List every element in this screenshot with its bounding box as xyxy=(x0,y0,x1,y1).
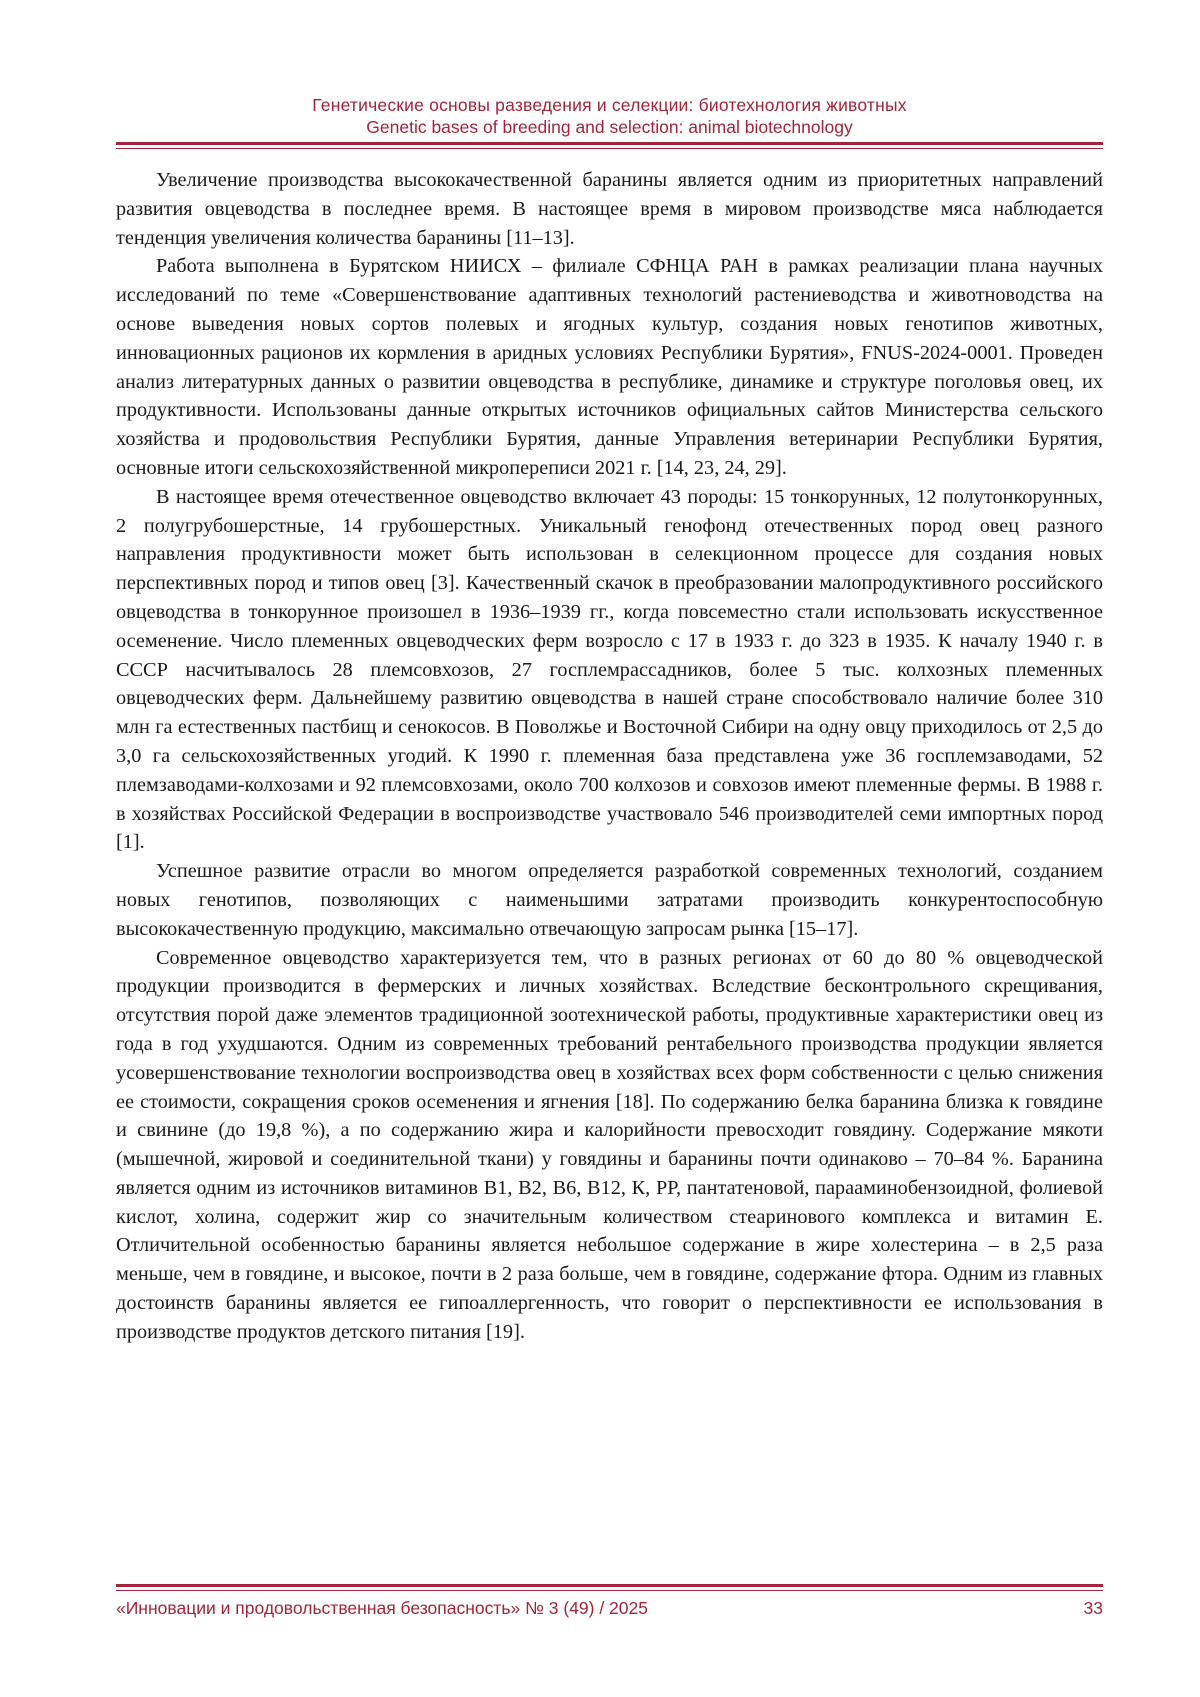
running-header xyxy=(116,94,1103,138)
footer-rule-thick xyxy=(116,1584,1103,1587)
page-number: 33 xyxy=(1083,1598,1103,1618)
header-rule-thick xyxy=(116,142,1103,145)
article-body xyxy=(116,166,1103,1347)
header-rule-thin xyxy=(116,148,1103,149)
paragraph-1: Увеличение производства высококачественной баранины является одним из приоритетных направлений развития овцеводства в последнее время. В настоящее время в мировом производстве мяса наблюдается тенденция увеличения количества баранины [11–13]. xyxy=(116,169,1103,249)
footer-rule-thin xyxy=(116,1590,1103,1591)
header-title-en: Genetic bases of breeding and selection: animal biotechnology xyxy=(366,117,853,137)
paragraph-2: Работа выполнена в Бурятском НИИСХ – филиале СФНЦА РАН в рамках реализации плана научных исследований по теме «Совершенствование адаптивных технологий растениеводства и животноводства на основе выведения новых сортов полевых и ягодных культур, создания новых генотипов животных, инновационных рационов их кормления в аридных условиях Республики Бурятия», FNUS-2024-0001. Проведен анализ литературных данных о развитии овцеводства в республике, динамике и структуре поголовья овец, их продуктивности. Использованы данные открытых источников официальных сайтов Министерства сельского хозяйства и продовольствия Республики Бурятия, данные Управления ветеринарии Республики Бурятия, основные итоги сельскохозяйственной микропереписи 2021 г. [14, 23, 24, 29]. xyxy=(116,255,1103,479)
running-footer xyxy=(116,1598,1103,1619)
paragraph-4: Успешное развитие отрасли во многом определяется разработкой современных технологий, созданием новых генотипов, позволяющих с наименьшими затратами производить конкурентоспособную высококачественную продукцию, максимально отвечающую запросам рынка [15–17]. xyxy=(116,860,1103,940)
header-title-ru: Генетические основы разведения и селекции: биотехнология животных xyxy=(312,95,907,115)
footer-journal-title: «Инновации и продовольственная безопасность» № 3 (49) / 2025 xyxy=(116,1598,648,1618)
paragraph-3: В настоящее время отечественное овцеводство включает 43 породы: 15 тонкорунных, 12 полутонкорунных, 2 полугрубошерстные, 14 грубошерстных. Уникальный генофонд отечественных пород овец разного направления продуктивности может быть использован в селекционном процессе для создания новых перспективных пород и типов овец [3]. Качественный скачок в преобразовании малопродуктивного российского овцеводства в тонкорунное произошел в 1936–1939 гг., когда повсеместно стали использовать искусственное осеменение. Число племенных овцеводческих ферм возросло с 17 в 1933 г. до 323 в 1935. К началу 1940 г. в СССР насчитывалось 28 племсовхозов, 27 госплемрассадников, более 5 тыс. колхозных племенных овцеводческих ферм. Дальнейшему развитию овцеводства в нашей стране способствовало наличие более 310 млн га естественных пастбищ и сенокосов. В Поволжье и Восточной Сибири на одну овцу приходилось от 2,5 до 3,0 га сельскохозяйственных угодий. К 1990 г. племенная база представлена уже 36 госплемзаводами, 52 племзаводами-колхозами и 92 племсовхозами, около 700 колхозов и совхозов имеют племенные фермы. В 1988 г. в хозяйствах Российской Федерации в воспроизводстве участвовало 546 производителей семи импортных пород [1]. xyxy=(116,485,1103,854)
paragraph-5: Современное овцеводство характеризуется тем, что в разных регионах от 60 до 80 % овцеводческой продукции производится в фермерских и личных хозяйствах. Вследствие бесконтрольного скрещивания, отсутствия порой даже элементов традиционной зоотехнической работы, продуктивные характеристики овец из года в год ухудшаются. Одним из современных требований рентабельного производства продукции является усовершенствование технологии воспроизводства овец в хозяйствах всех форм собственности с целью снижения ее стоимости, сокращения сроков осеменения и ягнения [18]. По содержанию белка баранина близка к говядине и свинине (до 19,8 %), а по содержанию жира и калорийности превосходит говядину. Содержание мякоти (мышечной, жировой и соединительной ткани) у говядины и баранины почти одинаково – 70–84 %. Баранина является одним из источников витаминов В1, В2, В6, В12, К, РР, пантатеновой, парааминобензоидной, фолиевой кислот, холина, содержит жир со значительным количеством стеаринового комплекса и витамин Е. Отличительной особенностью баранины является небольшое содержание в жире холестерина – в 2,5 раза меньше, чем в говядине, и высокое, почти в 2 раза больше, чем в говядине, содержание фтора. Одним из главных достоинств баранины является ее гипоаллергенность, что говорит о перспективности ее использования в производстве продуктов детского питания [19]. xyxy=(116,946,1103,1343)
